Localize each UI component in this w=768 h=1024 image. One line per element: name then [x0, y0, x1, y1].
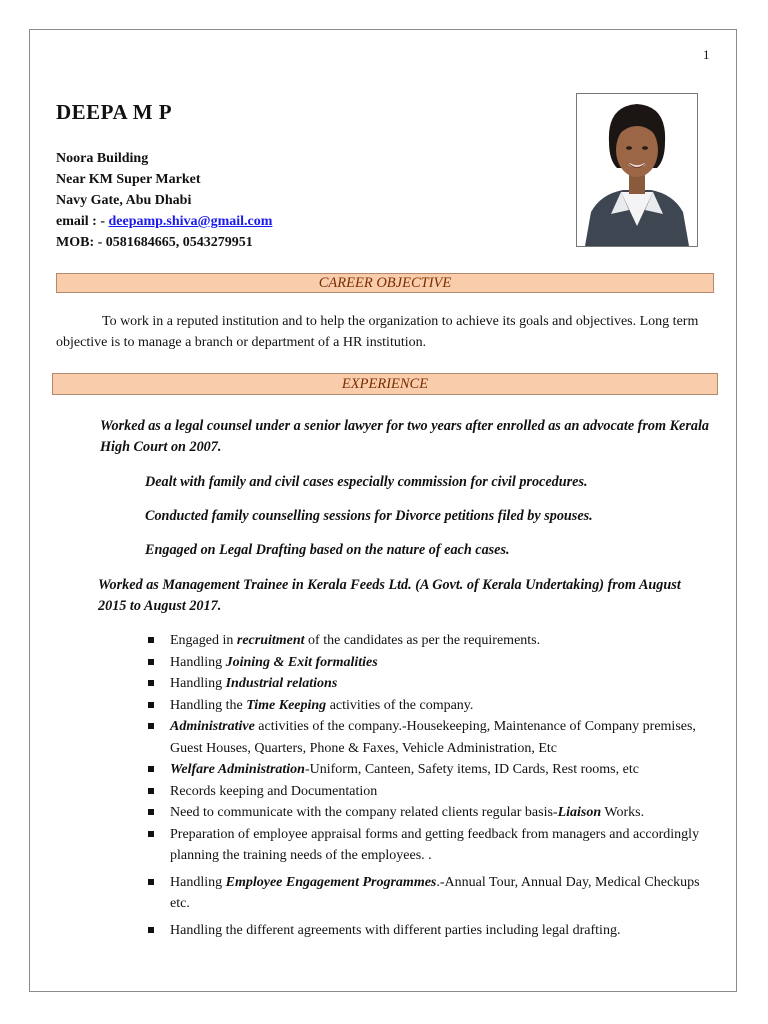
- email-line: [56, 211, 272, 232]
- list-item: Handling the different agreements with different parties including legal drafting.: [145, 920, 705, 942]
- list-item: Handling Joining & Exit formalities: [145, 652, 705, 674]
- bullet-square-icon: [148, 831, 154, 837]
- bullet-square-icon: [148, 927, 154, 933]
- page-number: 1: [703, 47, 710, 62]
- list-item: Handling Employee Engagement Programmes.-Annual Tour, Annual Day, Medical Checkups etc.: [145, 872, 705, 915]
- candidate-name: DEEPA M P: [56, 100, 173, 124]
- bullet-square-icon: [148, 766, 154, 772]
- management-trainee-intro: Worked as Management Trainee in Kerala Feeds Ltd. (A Govt. of Kerala Undertaking) from August 2015 to August 2017.: [98, 577, 681, 614]
- bullet-square-icon: [148, 637, 154, 643]
- bullet-square-icon: [148, 809, 154, 815]
- email-link[interactable]: deepamp.shiva@gmail.com: [108, 214, 273, 229]
- list-item: Preparation of employee appraisal forms and getting feedback from managers and accordingly planning the training needs of the employees. .: [145, 824, 705, 867]
- experience-heading: EXPERIENCE: [52, 373, 718, 395]
- bullet-square-icon: [148, 879, 154, 885]
- bullet-square-icon: [148, 702, 154, 708]
- profile-photo: [576, 93, 698, 247]
- address-line-3: Navy Gate, Abu Dhabi: [56, 193, 192, 208]
- career-objective-text: [56, 311, 704, 353]
- career-objective-body: To work in a reputed institution and to help the organization to achieve its goals and objectives. Long term objective is to manage a branch or department of a HR institution.: [56, 314, 699, 350]
- legal-point-2: Conducted family counselling sessions for Divorce petitions filed by spouses.: [145, 508, 593, 524]
- list-item: Engaged in recruitment of the candidates as per the requirements.: [145, 630, 705, 652]
- bullet-square-icon: [148, 659, 154, 665]
- address-line-2: Near KM Super Market: [56, 172, 201, 187]
- bullet-square-icon: [148, 723, 154, 729]
- bullet-square-icon: [148, 680, 154, 686]
- legal-point-3: Engaged on Legal Drafting based on the nature of each cases.: [145, 542, 510, 558]
- list-item: Need to communicate with the company related clients regular basis-Liaison Works.: [145, 802, 705, 824]
- email-label: email : -: [56, 214, 109, 229]
- list-item: Handling the Time Keeping activities of the company.: [145, 695, 705, 717]
- mobile-line: MOB: - 0581684665, 0543279951: [56, 235, 253, 250]
- career-objective-heading: CAREER OBJECTIVE: [56, 273, 714, 293]
- portrait-image: [577, 94, 697, 246]
- list-item: Records keeping and Documentation: [145, 781, 705, 803]
- bullet-square-icon: [148, 788, 154, 794]
- list-item: Welfare Administration-Uniform, Canteen, Safety items, ID Cards, Rest rooms, etc: [145, 759, 705, 781]
- list-item: Administrative activities of the company.-Housekeeping, Maintenance of Company premises, Guest Houses, Quarters, Phone & Faxes, Vehicle Administration, Etc: [145, 716, 705, 759]
- contact-block: [56, 148, 272, 253]
- legal-counsel-intro: Worked as a legal counsel under a senior lawyer for two years after enrolled as an advocate from Kerala High Court on 2007.: [100, 418, 709, 455]
- address-line-1: Noora Building: [56, 151, 149, 166]
- duties-list: [145, 630, 705, 941]
- legal-point-1: Dealt with family and civil cases especially commission for civil procedures.: [145, 474, 588, 490]
- list-item: Handling Industrial relations: [145, 673, 705, 695]
